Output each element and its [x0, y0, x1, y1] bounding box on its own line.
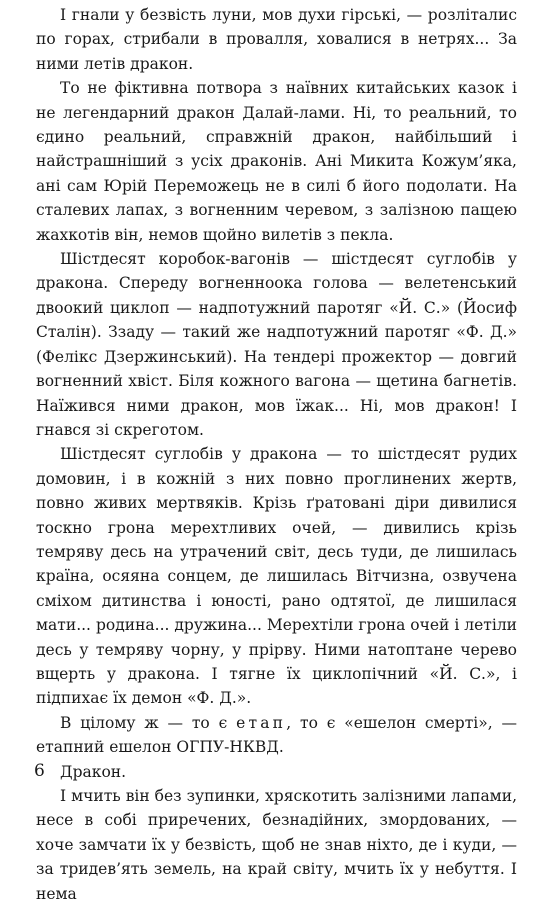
etap-spaced-word: етап — [236, 713, 287, 732]
paragraph: Шістдесят коробок-вагонів — шістдесят суглобів у дракона. Спереду вогненноока голова — велетенський двоокий циклоп — надпотужний паротяг «Й. С.» (Йосиф Сталін). Ззаду — такий же надпотужний паротяг «Ф. Д.» (Фелікс Дзержинський). На тендері прожектор — довгий вогненний хвіст. Біля кожного вагона — щетина багнетів. Наїжився ними дракон, мов їжак... Ні, мов дракон! І гнався зі скреготом. — [36, 250, 517, 439]
paragraph: Шістдесят суглобів у дракона — то шістдесят рудих домовин, і в кожній з них повно проглинених жертв, повно живих мертвяків. Крізь ґратовані діри дивилися тоскно грона мерехтливих очей, — дивились крізь темряву десь на утрачений світ, десь туди, де лишилась країна, осяяна сонцем, де лишилась Вітчизна, озвучена сміхом дитинства і юності, рано одтятої, де лишилася мати... родина... дружина... Мерехтіли грона очей і летіли десь у темряву чорну, у прірву. Ними натоптане черево вщерть у дракона. І тягне їх циклопічний «Й. С.», і підпихає їх демон «Ф. Д.». — [36, 445, 517, 708]
paragraph-etap — [36, 711, 517, 760]
paragraph: Дракон. — [60, 762, 127, 781]
etap-lead: В цілому ж — то є — [60, 713, 237, 732]
body-text — [36, 3, 517, 906]
paragraph: І гнали у безвість луни, мов духи гірські, — розліталис по горах, стрибали в провалля, ховалися в нетрях... За ними летів дракон. — [36, 6, 517, 73]
paragraph: І мчить він без зупинки, хряскотить залізними лапами, несе в собі приречених, безнадійних, змордованих, — хоче замчати їх у безвість, щоб не знав ніхто, де і куди, — за тридев’ять земель, на край світу, мчить їх у небуття. І нема — [36, 787, 517, 903]
etap-tail: , то є «ешелон смерті», — етапний ешелон ОГПУ-НКВД. — [36, 713, 517, 757]
page-number: 6 — [34, 761, 45, 781]
paragraph: То не фіктивна потвора з наївних китайських казок і не легендарний дракон Далай-лами. Ні, то реальний, то єдино реальний, справжній дракон, найбільший і найстрашніший з усіх драконів. Ані Микита Кожум’яка, ані сам Юрій Переможець не в силі б його подолати. На сталевих лапах, з вогненним черевом, з залізною пащею жахкотів він, немов щойно вилетів з пекла. — [36, 79, 517, 244]
